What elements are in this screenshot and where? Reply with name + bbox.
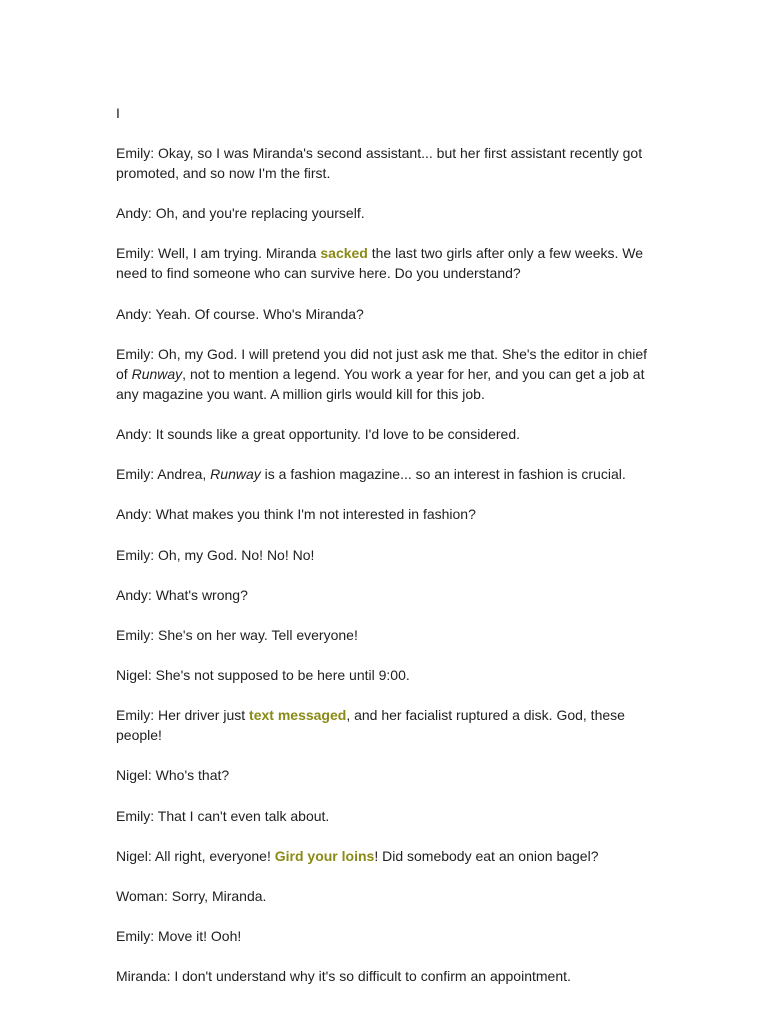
- line-text: Oh, my God. I will pretend you did not just ask me that. She's the editor in chief of: [116, 345, 648, 382]
- line-text: the last two girls after only a few weeks. We need to find someone who can survive here. Do you understand?: [116, 245, 644, 282]
- speaker-name: Emily:: [116, 626, 155, 643]
- line-text: , not to mention a legend. You work a year for her, and you can get a job at any magazine you want. A million girls would kill for this job.: [116, 365, 645, 402]
- dialogue-line: [116, 765, 661, 785]
- line-text: What makes you think I'm not interested in fashion?: [151, 506, 476, 523]
- highlighted-phrase: Gird your loins: [274, 847, 375, 864]
- speaker-name: Andy:: [116, 425, 152, 442]
- dialogue-line: [116, 806, 661, 826]
- dialogue-line: [116, 304, 661, 324]
- highlighted-phrase: text messaged: [249, 707, 347, 724]
- dialogue-line: [116, 625, 661, 645]
- line-text: Well, I am trying. Miranda: [154, 245, 321, 262]
- speaker-name: Andy:: [116, 506, 152, 523]
- dialogue-line: [116, 243, 661, 283]
- italic-title: Runway: [210, 466, 261, 483]
- dialogue-line: [116, 424, 661, 444]
- dialogue-line: [116, 665, 661, 685]
- line-text: ! Did somebody eat an onion bagel?: [374, 847, 599, 864]
- dialogue-line: [116, 344, 661, 404]
- speaker-name: Emily:: [116, 928, 155, 945]
- document-page: [116, 103, 661, 1007]
- line-text: She's not supposed to be here until 9:00.: [151, 667, 410, 684]
- line-text: She's on her way. Tell everyone!: [154, 626, 358, 643]
- speaker-name: Emily:: [116, 245, 155, 262]
- line-text: That I can't even talk about.: [154, 807, 330, 824]
- dialogue-line: [116, 504, 661, 524]
- page-marker: I: [116, 105, 120, 121]
- line-text: I don't understand why it's so difficult to confirm an appointment.: [170, 968, 571, 985]
- dialogue-line: [116, 886, 661, 906]
- highlighted-phrase: sacked: [320, 245, 368, 262]
- line-text: Andrea,: [154, 466, 211, 483]
- speaker-name: Andy:: [116, 305, 152, 322]
- line-text: Who's that?: [151, 767, 230, 784]
- speaker-name: Emily:: [116, 466, 155, 483]
- speaker-name: Nigel:: [116, 767, 152, 784]
- line-text: Yeah. Of course. Who's Miranda?: [151, 305, 364, 322]
- speaker-name: Andy:: [116, 205, 152, 222]
- line-text: Oh, and you're replacing yourself.: [151, 205, 365, 222]
- line-text: is a fashion magazine... so an interest in fashion is crucial.: [260, 466, 626, 483]
- speaker-name: Miranda:: [116, 968, 171, 985]
- line-text: All right, everyone!: [151, 847, 275, 864]
- dialogue-line: [116, 846, 661, 866]
- dialogue-line: [116, 966, 661, 986]
- speaker-name: Nigel:: [116, 667, 152, 684]
- line-text: Oh, my God. No! No! No!: [154, 546, 315, 563]
- speaker-name: Emily:: [116, 807, 155, 824]
- line-text: What's wrong?: [151, 586, 248, 603]
- dialogue-line: [116, 464, 661, 484]
- italic-title: Runway: [131, 365, 183, 382]
- speaker-name: Andy:: [116, 586, 152, 603]
- line-text: Sorry, Miranda.: [167, 888, 267, 904]
- speaker-name: Woman:: [116, 888, 168, 904]
- speaker-name: Emily:: [116, 345, 155, 362]
- speaker-name: Nigel:: [116, 847, 152, 864]
- line-text: It sounds like a great opportunity. I'd love to be considered.: [151, 425, 521, 442]
- line-text: Move it! Ooh!: [154, 928, 242, 945]
- line-text: , and her facialist ruptured a disk. God, these people!: [116, 707, 625, 744]
- speaker-name: Emily:: [116, 707, 155, 724]
- line-text: Okay, so I was Miranda's second assistant... but her first assistant recently got promoted, and so now I'm the first.: [116, 145, 643, 181]
- speaker-name: Emily:: [116, 145, 155, 161]
- speaker-name: Emily:: [116, 546, 155, 563]
- dialogue-line: [116, 926, 661, 946]
- dialogue-line: [116, 585, 661, 605]
- dialogue-list: [116, 143, 661, 986]
- dialogue-line: [116, 545, 661, 565]
- dialogue-line: [116, 143, 661, 183]
- dialogue-line: [116, 203, 661, 223]
- dialogue-line: [116, 705, 661, 745]
- line-text: Her driver just: [154, 707, 250, 724]
